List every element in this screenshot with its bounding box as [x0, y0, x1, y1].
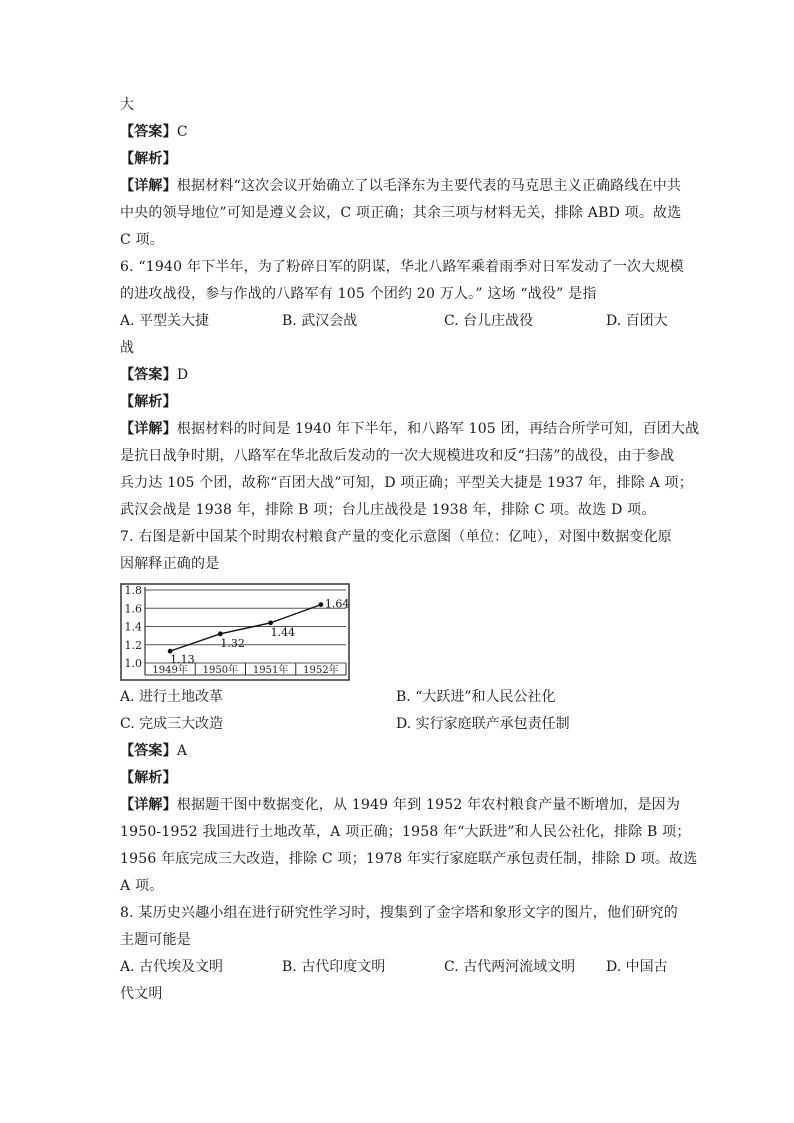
detail-text: 根据题干图中数据变化，从 1949 年到 1952 年农村粮食产量不断增加，是因为	[176, 797, 681, 813]
analysis-label: 【解析】	[120, 770, 177, 786]
y-tick-label: 1.4	[124, 620, 142, 634]
question-6-stem-cont: 的进攻战役，参与作战的八路军有 105 个团约 20 万人。” 这场 “战役” 是指	[120, 286, 597, 302]
answer-label: 【答案】	[120, 124, 177, 140]
question-7-options	[120, 711, 672, 738]
answer-line	[120, 738, 672, 765]
y-tick-label: 1.6	[124, 602, 142, 616]
detail-line	[120, 173, 682, 200]
answer-label: 【答案】	[120, 743, 177, 759]
data-point	[318, 602, 323, 607]
option-d: D. 实行家庭联产承包责任制	[396, 716, 570, 732]
data-label: 1.32	[220, 636, 245, 650]
answer-value: A	[176, 743, 188, 759]
option-b: B. 古代印度文明	[282, 959, 386, 975]
option-a: A. 进行土地改革	[120, 689, 224, 705]
answer-line	[120, 119, 672, 146]
x-tick-label: 1952年	[303, 665, 339, 676]
answer-value: C	[176, 124, 188, 140]
y-tick-label: 1.0	[124, 657, 142, 670]
text-line: 武汉会战是 1938 年，排除 B 项；台儿庄战役是 1938 年，排除 C 项。故选 D 项。	[120, 502, 656, 518]
x-tick-label: 1949年	[152, 665, 188, 676]
answer-line	[120, 362, 672, 389]
option-a: A. 古代埃及文明	[120, 959, 224, 975]
text-line: 中央的领导地位”可知是遵义会议，C 项正确；其余三项与材料无关，排除 ABD 项。故选	[120, 205, 682, 221]
text-line: 1950-1952 我国进行土地改革，A 项正确；1958 年“大跃进”和人民公社化，排除 B 项；	[120, 824, 691, 840]
detail-text: 根据材料“这次会议开始确立了以毛泽东为主要代表的马克思主义正确路线在中共	[176, 178, 682, 194]
question-6-stem: 6. “1940 年下半年，为了粉碎日军的阴谋，华北八路军乘着雨季对日军发动了一次大规模	[120, 259, 684, 275]
data-point	[268, 620, 273, 625]
text-line: 兵力达 105 个团，故称“百团大战”可知，D 项正确；平型关大捷是 1937 年，排除 A 项；	[120, 475, 693, 491]
document-page	[120, 92, 700, 1008]
text-line: C 项。	[120, 232, 164, 248]
detail-label: 【详解】	[120, 421, 177, 437]
question-7-stem-cont: 因解释正确的是	[120, 556, 220, 572]
question-7-options	[120, 684, 672, 711]
question-8-options	[120, 954, 672, 981]
option-c: C. 完成三大改造	[120, 716, 224, 732]
question-8-stem: 8. 某历史兴趣小组在进行研究性学习时，搜集到了金字塔和象形文字的图片，他们研究的	[120, 905, 679, 921]
analysis-label: 【解析】	[120, 151, 177, 167]
option-a: A. 平型关大捷	[120, 313, 210, 329]
data-label: 1.64	[324, 597, 350, 611]
option-b: B. “大跃进”和人民公社化	[396, 689, 556, 705]
question-6-options	[120, 308, 672, 335]
y-tick-label: 1.8	[124, 584, 142, 597]
option-b: B. 武汉会战	[282, 313, 358, 329]
answer-label: 【答案】	[120, 367, 177, 383]
data-label: 1.44	[270, 625, 296, 639]
option-c: C. 台儿庄战役	[444, 313, 534, 329]
option-c: C. 古代两河流域文明	[444, 959, 576, 975]
detail-label: 【详解】	[120, 178, 177, 194]
text-line: 1956 年底完成三大改造，排除 C 项；1978 年实行家庭联产承包责任制，排除 D 项。故选	[120, 851, 698, 867]
option-d: D. 中国古	[606, 959, 668, 975]
question-8-stem-cont: 主题可能是	[120, 932, 191, 948]
text-line: A 项。	[120, 878, 164, 894]
text-line: 代文明	[120, 986, 163, 1002]
text-line: 大	[120, 97, 135, 113]
option-d: D. 百团大	[606, 313, 668, 329]
analysis-label: 【解析】	[120, 394, 177, 410]
text-line: 是抗日战争时期，八路军在华北敌后发动的一次大规模进攻和反“扫荡”的战役，由于参战	[120, 448, 675, 464]
detail-line	[120, 792, 681, 819]
question-7-stem: 7. 右图是新中国某个时期农村粮食产量的变化示意图（单位：亿吨），对图中数据变化原	[120, 529, 672, 545]
data-point	[218, 631, 223, 636]
detail-line	[120, 416, 700, 443]
data-label: 1.13	[170, 653, 195, 667]
y-tick-label: 1.2	[124, 638, 142, 652]
detail-label: 【详解】	[120, 797, 177, 813]
grain-output-chart	[120, 583, 350, 681]
text-line: 战	[120, 340, 135, 356]
detail-text: 根据材料的时间是 1940 年下半年，和八路军 105 团，再结合所学可知，百团大战	[176, 421, 700, 437]
x-tick-label: 1951年	[252, 665, 289, 676]
answer-value: D	[176, 367, 189, 383]
x-tick-label: 1950年	[202, 665, 239, 676]
